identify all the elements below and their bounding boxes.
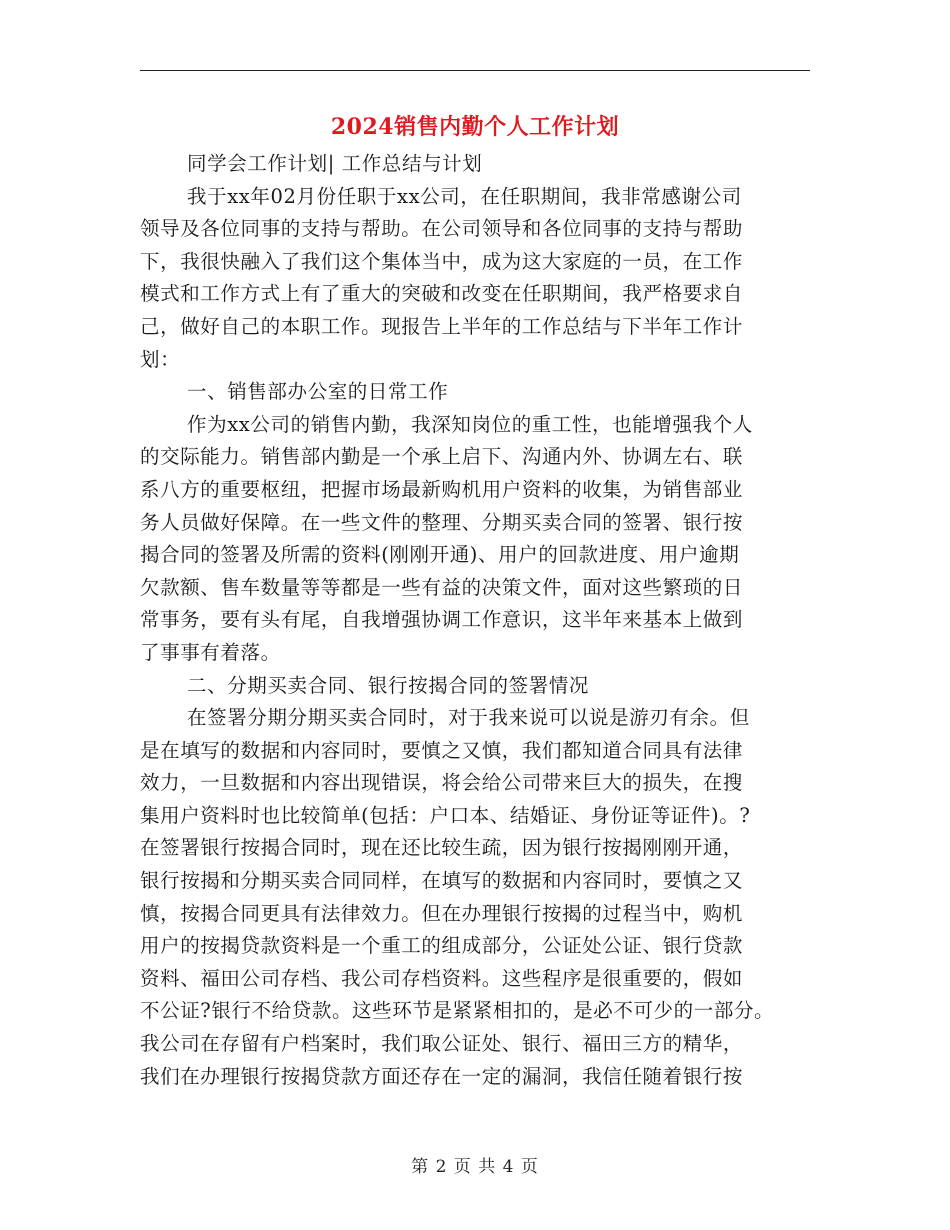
body-line: 不公证?银行不给贷款。这些环节是紧紧相扣的，是必不可少的一部分。: [140, 999, 775, 1023]
body-line: 效力，一旦数据和内容出现错误，将会给公司带来巨大的损失，在搜: [140, 771, 744, 795]
body-line: 的交际能力。销售部内勤是一个承上启下、沟通内外、协调左右、联: [140, 445, 744, 469]
body-line: 我于xx年02月份任职于xx公司，在任职期间，我非常感谢公司: [187, 184, 742, 208]
header-rule: [140, 70, 810, 71]
body-line: 在签署银行按揭合同时，现在还比较生疏，因为银行按揭刚刚开通，: [140, 836, 744, 860]
document-title: 2024销售内勤个人工作计划: [330, 114, 620, 140]
body-line: 己，做好自己的本职工作。现报告上半年的工作总结与下半年工作计: [140, 314, 744, 338]
body-line: 我公司在存留有户档案时，我们取公证处、银行、福田三方的精华，: [140, 1032, 744, 1056]
document-body: [140, 148, 820, 1093]
body-line: 作为xx公司的销售内勤，我深知岗位的重工性，也能增强我个人: [187, 412, 753, 436]
section-heading: 一、销售部办公室的日常工作: [187, 380, 449, 404]
body-line: 系八方的重要枢纽，把握市场最新购机用户资料的收集，为销售部业: [140, 477, 744, 501]
section-heading: 二、分期买卖合同、银行按揭合同的签署情况: [187, 673, 590, 697]
body-line: 揭合同的签署及所需的资料(刚刚开通)、用户的回款进度、用户逾期: [140, 543, 740, 567]
body-line: 集用户资料时也比较简单(包括：户口本、结婚证、身份证等证件)。?: [140, 803, 751, 827]
body-line: 银行按揭和分期买卖合同同样，在填写的数据和内容同时，要慎之又: [140, 869, 744, 893]
body-line: 划：: [140, 347, 181, 371]
body-line: 了事事有着落。: [140, 640, 281, 664]
body-line: 用户的按揭贷款资料是一个重工的组成部分，公证处公证、银行贷款: [140, 934, 744, 958]
body-line: 在签署分期分期买卖合同时，对于我来说可以说是游刃有余。但: [187, 706, 750, 730]
body-line: 慎，按揭合同更具有法律效力。但在办理银行按揭的过程当中，购机: [140, 901, 744, 925]
body-line: 我们在办理银行按揭贷款方面还存在一定的漏洞，我信任随着银行按: [140, 1064, 744, 1088]
body-line: 是在填写的数据和内容同时，要慎之又慎，我们都知道合同具有法律: [140, 738, 744, 762]
body-line: 模式和工作方式上有了重大的突破和改变在任职期间，我严格要求自: [140, 282, 744, 306]
body-line: 资料、福田公司存档、我公司存档资料。这些程序是很重要的，假如: [140, 966, 744, 990]
body-line: 常事务，要有头有尾，自我增强协调工作意识，这半年来基本上做到: [140, 608, 744, 632]
body-line: 下，我很快融入了我们这个集体当中，成为这大家庭的一员，在工作: [140, 249, 744, 273]
body-line: 欠款额、售车数量等等都是一些有益的决策文件，面对这些繁琐的日: [140, 575, 744, 599]
page-number-footer: 第 2 页 共 4 页: [411, 1157, 539, 1177]
body-line: 务人员做好保障。在一些文件的整理、分期买卖合同的签署、银行按: [140, 510, 744, 534]
body-line: 领导及各位同事的支持与帮助。在公司领导和各位同事的支持与帮助: [140, 217, 744, 241]
body-line: 同学会工作计划| 工作总结与计划: [187, 152, 483, 175]
